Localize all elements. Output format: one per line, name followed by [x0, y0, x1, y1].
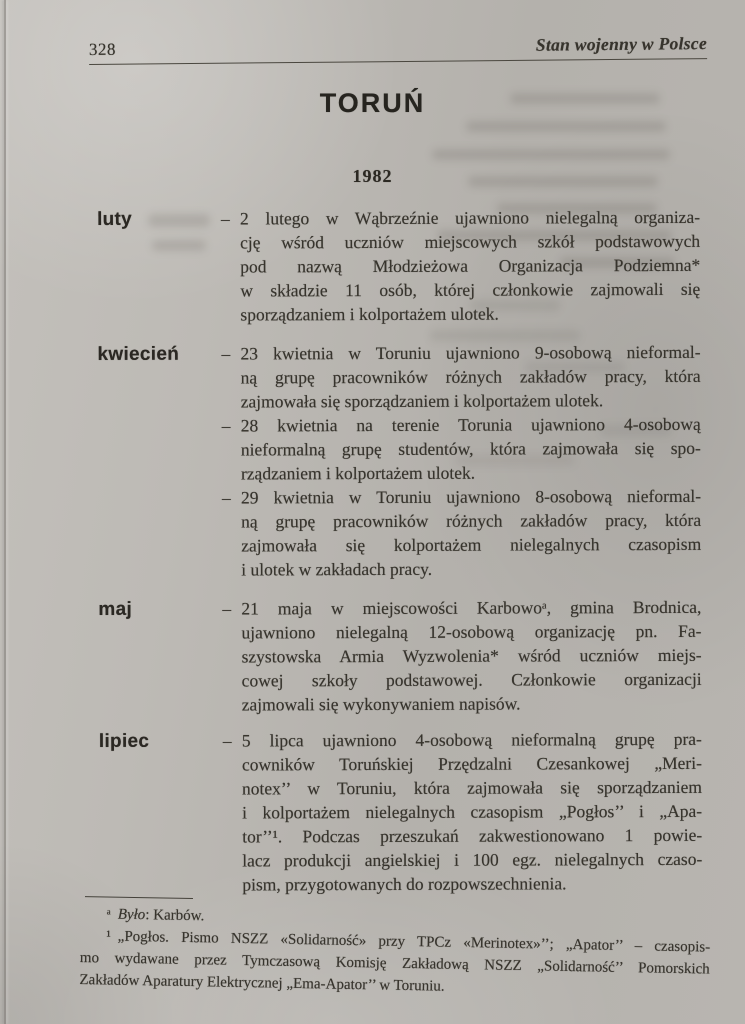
footnote-line: mo wydawane przez Tymczasową Komisję Zakładową NSZZ „Solidarność’’ Pomorskich [79, 949, 710, 978]
entries [221, 205, 701, 327]
section-lipiec [91, 727, 710, 897]
chronicle-entry [222, 595, 702, 717]
entry-line: i kolportażem nielegalnych czasopism „Pogłos’’ i „Apa- [242, 800, 703, 823]
chronicle-entry [222, 727, 703, 897]
entry-line: pod nazwą Młodzieżowa Organizacja Podziemna* [240, 254, 701, 277]
entry-line: 5 lipca ujawniono 4-osobową nieformalną grupę pra- [241, 728, 702, 751]
entries [222, 727, 703, 897]
entry-dash: – [221, 343, 231, 364]
entry-dash: – [221, 487, 231, 508]
entry-line: i ulotek w zakładach pracy. [241, 558, 433, 580]
chronicle-entry [221, 340, 701, 414]
month-label-kwiecien: kwiecień [97, 343, 180, 365]
entry-line: nieformalną grupę studentów, która zajmowała się spo- [240, 437, 701, 460]
month-label-luty: luty [97, 208, 133, 230]
entry-line: cowej szkoły podstawowej. Członkowie organizacji [241, 668, 702, 691]
chronicle-entry [221, 484, 702, 582]
entry-line: 2 lutego w Wąbrzeźnie ujawniono nielegalną organiza- [240, 206, 701, 229]
footnote-line: Zakładów Aparatury Elektrycznej „Ema-Apator’’ w Toruniu. [79, 971, 445, 995]
entry-line: zajmowali się wykonywaniem napisów. [241, 693, 521, 715]
entry-line: rządzaniem i kolportażem ulotek. [240, 462, 476, 484]
entry-line: cowników Toruńskiej Przędzalni Czesankowej „Meri- [241, 752, 702, 775]
page-header [89, 28, 707, 65]
page-edge-shadow [4, 0, 6, 1024]
entry-line: tor’’¹. Podczas przeszukań zakwestionowano 1 powie- [242, 824, 703, 847]
entry-dash: – [221, 415, 231, 436]
running-title: Stan wojenny w Polsce [535, 33, 708, 55]
entry-dash: – [222, 598, 232, 619]
entry-line: cję wśród uczniów miejscowych szkół podstawowych [240, 230, 701, 253]
footnote-1 [79, 925, 710, 1003]
entry-dash: – [221, 208, 230, 229]
chronicle-content [89, 205, 709, 897]
entry-line: w składzie 11 osób, której członkowie zajmowali się [240, 278, 701, 301]
entry-line: 29 kwietnia w Toruniu ujawniono 8-osobową nieformal- [240, 485, 702, 508]
entry-line: notex’’ w Toruniu, która zajmowała się sporządzaniem [241, 776, 703, 799]
footnote-a-marker: ᵃ [106, 906, 111, 923]
entry-line: szystowska Armia Wyzwolenia* wśród uczniów miejs- [241, 644, 702, 667]
entry-line: zajmowała się kolportażem nielegalnych czasopism [241, 533, 702, 556]
entry-line: ujawniono nielegalną 12-osobową organizację pn. Fa- [241, 620, 702, 643]
chronicle-entry [221, 205, 701, 327]
footnote-1-text: „Pogłos. Pismo NSZZ «Solidarność» przy TPCz «Merinotex»’’; „Apator’’ – czasopis- [117, 928, 711, 956]
entry-dash: – [222, 730, 232, 751]
entry-line: 21 maja w miejscowości Karbowoᵃ, gmina Brodnica, [241, 596, 702, 619]
entry-line: lacz produkcji angielskiej i 100 egz. nielegalnych czaso- [242, 848, 703, 871]
entry-line: pism, przygotowanych do rozpowszechnienia. [242, 873, 567, 895]
entry-line: 28 kwietnia na terenie Torunia ujawniono 4-osobową [240, 413, 701, 436]
month-label-maj: maj [98, 598, 133, 620]
entry-line: zajmowała się sporządzaniem i kolportażem ulotek. [240, 390, 604, 412]
section-kwiecien [89, 340, 708, 582]
section-maj [90, 595, 708, 717]
entry-line: ną grupę pracowników różnych zakładów pracy, która [240, 365, 701, 388]
footnotes [79, 896, 711, 1003]
entries [222, 595, 702, 717]
footnote-a-term: Było [117, 906, 146, 924]
page-title: TORUŃ [319, 88, 426, 118]
year-heading: 1982 [352, 166, 393, 186]
footnote-1-marker: ¹ [106, 928, 111, 945]
month-label-lipiec: lipiec [98, 730, 150, 752]
bleed-through-artifact [432, 149, 670, 160]
section-luty [89, 205, 707, 327]
entry-line: ną grupę pracowników różnych zakładów pracy, która [241, 509, 702, 532]
entry-line: 23 kwietnia w Toruniu ujawniono 9-osobową nieformal- [240, 341, 701, 364]
entries [221, 340, 702, 582]
bleed-through-artifact [466, 121, 666, 132]
footnote-a-text: : Karbów. [145, 907, 205, 925]
page-number: 328 [88, 39, 117, 59]
entry-line: sporządzaniem i kolportażem ulotek. [240, 303, 499, 325]
chronicle-entry [221, 412, 701, 486]
